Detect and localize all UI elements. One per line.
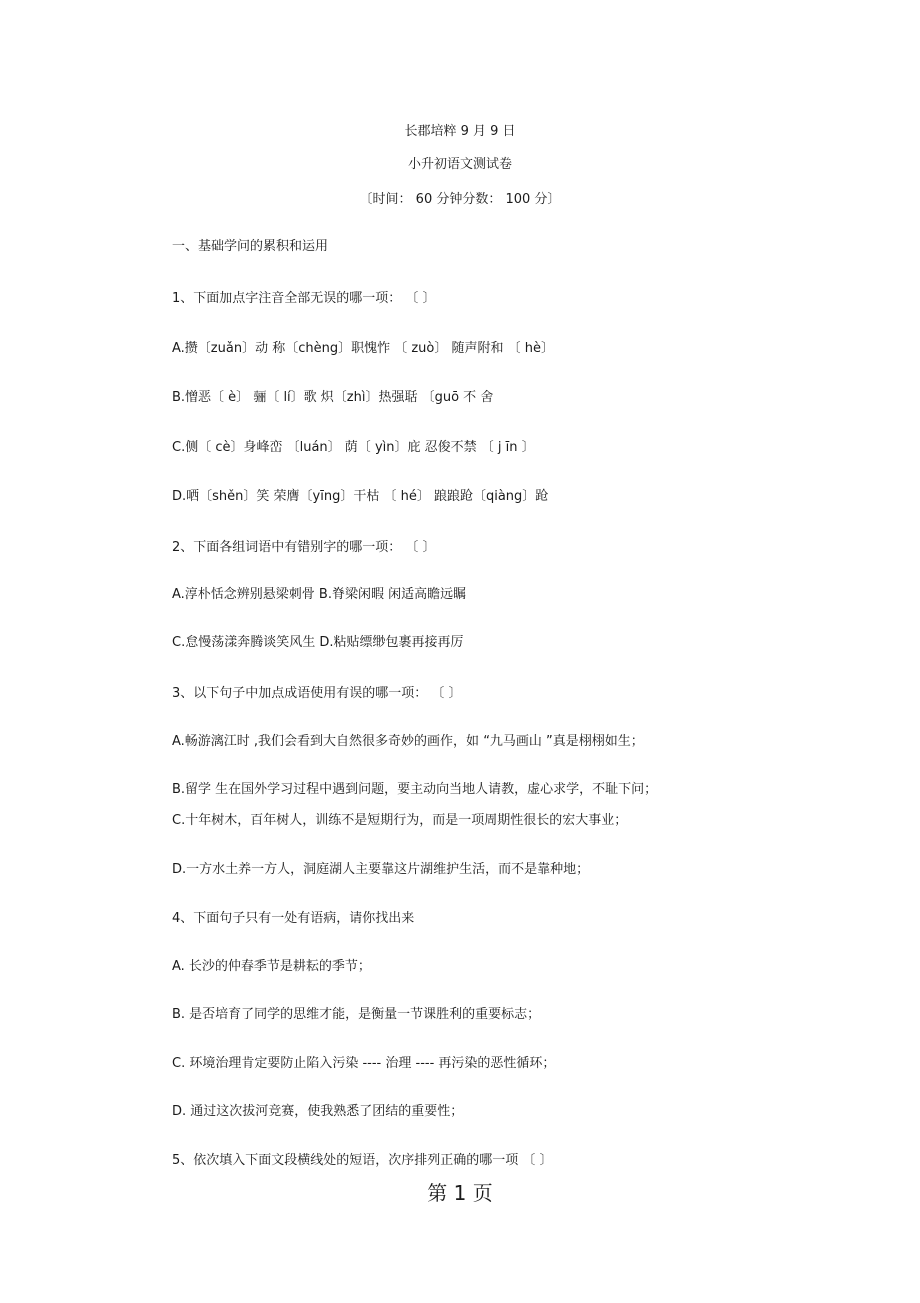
question-3-option-b: B.留学 生在国外学习过程中遇到问题，要主动向当地人请教，虚心求学，不耻下问； xyxy=(172,782,658,797)
question-2-options-ab: A.淳朴恬念辨别悬梁刺骨 B.脊梁闲暇 闲适高瞻远瞩 xyxy=(172,587,467,602)
question-2-stem: 2、下面各组词语中有错别字的哪一项： 〔 〕 xyxy=(172,540,436,555)
question-4-stem: 4、下面句子只有一处有语病，请你找出来 xyxy=(172,911,415,926)
question-3-option-c: C.十年树木，百年树人，训练不是短期行为，而是一项周期性很长的宏大事业； xyxy=(172,813,628,828)
question-4-option-b: B. 是否培育了同学的思维才能，是衡量一节课胜利的重要标志； xyxy=(172,1007,541,1022)
page-title: 小升初语文测试卷 xyxy=(407,157,512,172)
question-4-option-a: A. 长沙的仲春季节是耕耘的季节； xyxy=(172,959,371,974)
question-1-stem: 1、下面加点字注音全部无误的哪一项： 〔 〕 xyxy=(172,291,436,306)
page-number: 第 1 页 xyxy=(427,1181,493,1205)
question-3-option-a: A.畅游漓江时 ,我们会看到大自然很多奇妙的画作，如 “九马画山 ”真是栩栩如生； xyxy=(172,734,644,749)
header-date: 长郡培粹 9 月 9 日 xyxy=(404,124,516,139)
question-5-stem: 5、依次填入下面文段横线处的短语，次序排列正确的哪一项 〔 〕 xyxy=(172,1153,553,1168)
question-4-option-c: C. 环境治理肯定要防止陷入污染 ---- 治理 ---- 再污染的恶性循环； xyxy=(172,1056,556,1071)
question-3-stem: 3、以下句子中加点成语使用有误的哪一项： 〔 〕 xyxy=(172,686,462,701)
question-1-option-c: C.侧〔 cè〕身峰峦 〔luán〕 荫〔 yìn〕庇 忍俊不禁 〔 j īn 〕 xyxy=(172,440,535,455)
question-3-option-d: D.一方水土养一方人，洞庭湖人主要靠这片湖维护生活，而不是靠种地； xyxy=(172,862,590,877)
question-1-option-d: D.哂〔shěn〕笑 荣膺〔yīng〕干枯 〔 hé〕 踉踉跄〔qiàng〕跄 xyxy=(172,489,549,504)
question-4-option-d: D. 通过这次拔河竞赛，使我熟悉了团结的重要性； xyxy=(172,1104,464,1119)
section-title: 一、基础学问的累积和运用 xyxy=(172,239,329,254)
question-1-option-a: A.攒〔zuǎn〕动 称〔chèng〕职愧怍 〔 zuò〕 随声附和 〔 hè〕 xyxy=(172,341,554,356)
question-1-option-b: B.憎恶〔 è〕 骊〔 lí〕歌 炽〔zhì〕热强聒 〔guō 不 舍 xyxy=(172,390,494,405)
exam-info: 〔时间： 60 分钟分数： 100 分〕 xyxy=(359,192,561,207)
question-2-options-cd: C.怠慢荡漾奔腾谈笑风生 D.粘贴缥缈包裹再接再厉 xyxy=(172,635,464,650)
